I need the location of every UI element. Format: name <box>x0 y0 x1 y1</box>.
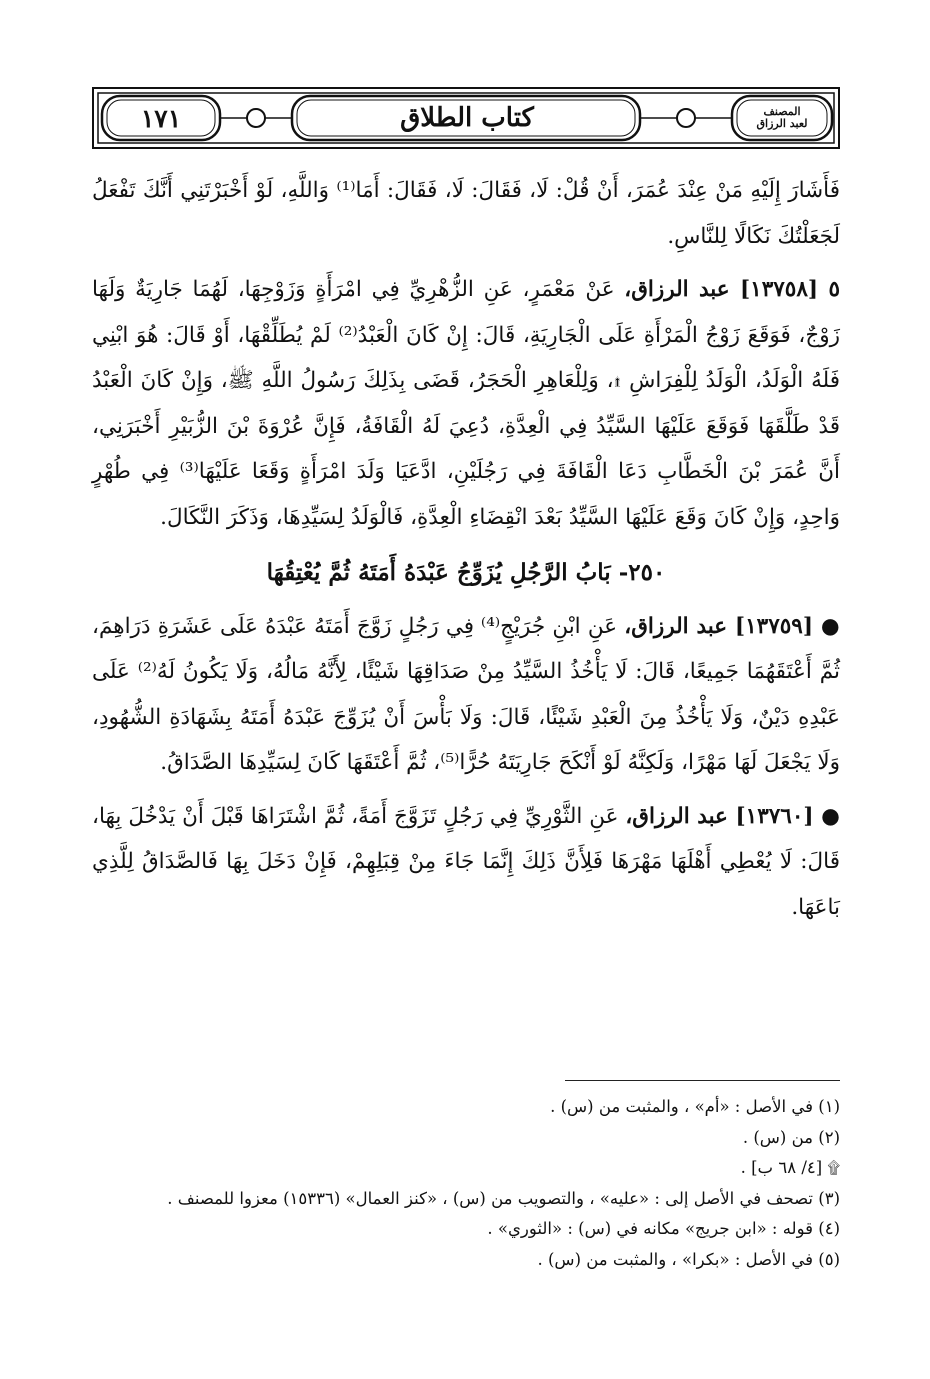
paragraph-lead: ● [١٣٧٥٩] عبد الرزاق، <box>624 613 840 639</box>
author-seal <box>738 97 826 139</box>
footnotes <box>92 1092 840 1275</box>
paragraph-text: عَنِ ابْنِ جُرَيْجٍ⁽⁴⁾ فِي رَجُلٍ زَوَّجَ أَمَتَهُ عَبْدَهُ عَلَى عَشَرَةِ دَرَاهِمَ، ثُمَّ أَعْتَقَهُمَا جَمِيعًا، قَالَ: لَا يَأْخُذُ السَّيِّدُ مِنْ صَدَاقِهَا شَيْئًا، لِأَنَّهُ مَالُهُ، وَلَا يَكُونُ لَهُ⁽²⁾ عَلَى عَبْدِهِ دَيْنٌ، وَلَا يَأْخُذُ مِنَ الْعَبْدِ شَيْئًا، قَالَ: وَلَا بَأْسَ أَنْ يُزَوِّجَ عَبْدَهُ أَمَتَهُ بِشَهَادَةِ الشُّهُودِ، وَلَا يَجْعَلَ لَهَا مَهْرًا، وَلَكِنَّهُ لَوْ أَنْكَحَ جَارِيَتَهُ حُرًّا⁽⁵⁾، ثُمَّ أَعْتَقَهَا كَانَ لِسَيِّدِهَا الصَّدَاقُ. <box>92 613 841 775</box>
footnote-divider <box>565 1080 840 1081</box>
page-header <box>92 87 840 149</box>
seal-line-2: لعبد الرزاق <box>756 117 808 130</box>
paragraph-lead: ٥ [١٣٧٥٨] عبد الرزاق، <box>624 277 840 302</box>
paragraph <box>92 604 840 786</box>
paragraph-lead: ● [١٣٧٦٠] عبد الرزاق، <box>625 803 841 829</box>
footnote: ۩ [٤/ ٦٨ ب] . <box>740 1158 840 1177</box>
chapter-title: ٢٥٠- بَابُ الرَّجُلِ يُزَوِّجُ عَبْدَهُ أَمَتَهُ ثُمَّ يُعْتِقُهَا <box>266 559 666 586</box>
page-number: ١٧١ <box>140 103 182 133</box>
footnote: (٢) من (س) . <box>742 1127 840 1147</box>
paragraph-text: فَأَشَارَ إِلَيْهِ مَنْ عِنْدَ عُمَرَ، أَنْ قُلْ: لَا، فَقَالَ: لَا، فَقَالَ: أَمَا⁽¹⁾ وَاللَّهِ، لَوْ أَخْبَرْتَنِي أَنَّكَ تَفْعَلُ لَجَعَلْتُكَ نَكَالًا لِلنَّاسِ. <box>92 178 840 249</box>
footnote: (٤) قوله : «ابن جريج» مكانه في (س) : «الثوري» . <box>487 1219 840 1238</box>
paragraph-text: عَنِ الثَّوْرِيِّ فِي رَجُلٍ تَزَوَّجَ أَمَةً، ثُمَّ اشْتَرَاهَا قَبْلَ أَنْ يَدْخُلَ بِهَا، قَالَ: لَا يُعْطِي أَهْلَهَا مَهْرَهَا فَلِأَنَّ ذَلِكَ إِنَّمَا جَاءَ مِنْ قِبَلِهِمْ، فَإِنْ دَخَلَ بِهَا فَالصَّدَاقُ لِلَّذِي بَاعَهَا. <box>92 803 840 920</box>
paragraph <box>92 168 840 259</box>
footnote: (٥) في الأصل : «بكرا» ، والمثبت من (س) . <box>537 1249 840 1269</box>
paragraph <box>92 794 840 931</box>
seal-line-1: المصنف <box>763 105 801 118</box>
paragraph-text: عَنْ مَعْمَرٍ، عَنِ الزُّهْرِيِّ فِي امْرَأَةٍ وَزَوْجِهَا، لَهُمَا جَارِيَةٌ وَلَهَا زَوْجٌ، فَوَقَعَ زَوْجُ الْمَرْأَةِ عَلَى الْجَارِيَةِ، قَالَ: إِنْ كَانَ الْعَبْدُ⁽²⁾ لَمْ يُطَلِّقْهَا، أَوْ قَالَ: هُوَ ابْنِي فَلَهُ الْوَلَدُ، الْوَلَدُ لِلْفِرَاشِ ۩، وَلِلْعَاهِرِ الْحَجَرُ، قَضَى بِذَلِكَ رَسُولُ اللَّهِ ﷺ، وَإِنْ كَانَ الْعَبْدُ قَدْ طَلَّقَهَا فَوَقَعَ عَلَيْهَا السَّيِّدُ فِي الْعِدَّةِ، دُعِيَ لَهُ الْقَافَةُ، فَإِنَّ عُرْوَةَ بْنَ الزُّبَيْرِ أَخْبَرَنِي، أَنَّ عُمَرَ بْنَ الْخَطَّابِ دَعَا الْقَافَةَ فِي رَجُلَيْنِ، ادَّعَيَا وَلَدَ امْرَأَةٍ وَقَعَا عَلَيْهَا⁽³⁾ فِي طُهْرٍ وَاحِدٍ، وَإِنْ كَانَ وَقَعَ عَلَيْهَا السَّيِّدُ بَعْدَ انْقِضَاءِ الْعِدَّةِ، فَالْوَلَدُ لِسَيِّدِهَا، وَذَكَرَ النَّكَالَ. <box>92 277 840 530</box>
book-title: كتاب الطلاق <box>400 103 534 133</box>
footnote: (٣) تصحف في الأصل إلى : «عليه» ، والتصويب من (س) ، «كنز العمال» (١٥٣٣٦) معزوا للمصنف . <box>167 1188 840 1208</box>
main-text <box>92 168 840 930</box>
footnote: (١) في الأصل : «أم» ، والمثبت من (س) . <box>550 1097 840 1116</box>
paragraph <box>92 267 840 540</box>
